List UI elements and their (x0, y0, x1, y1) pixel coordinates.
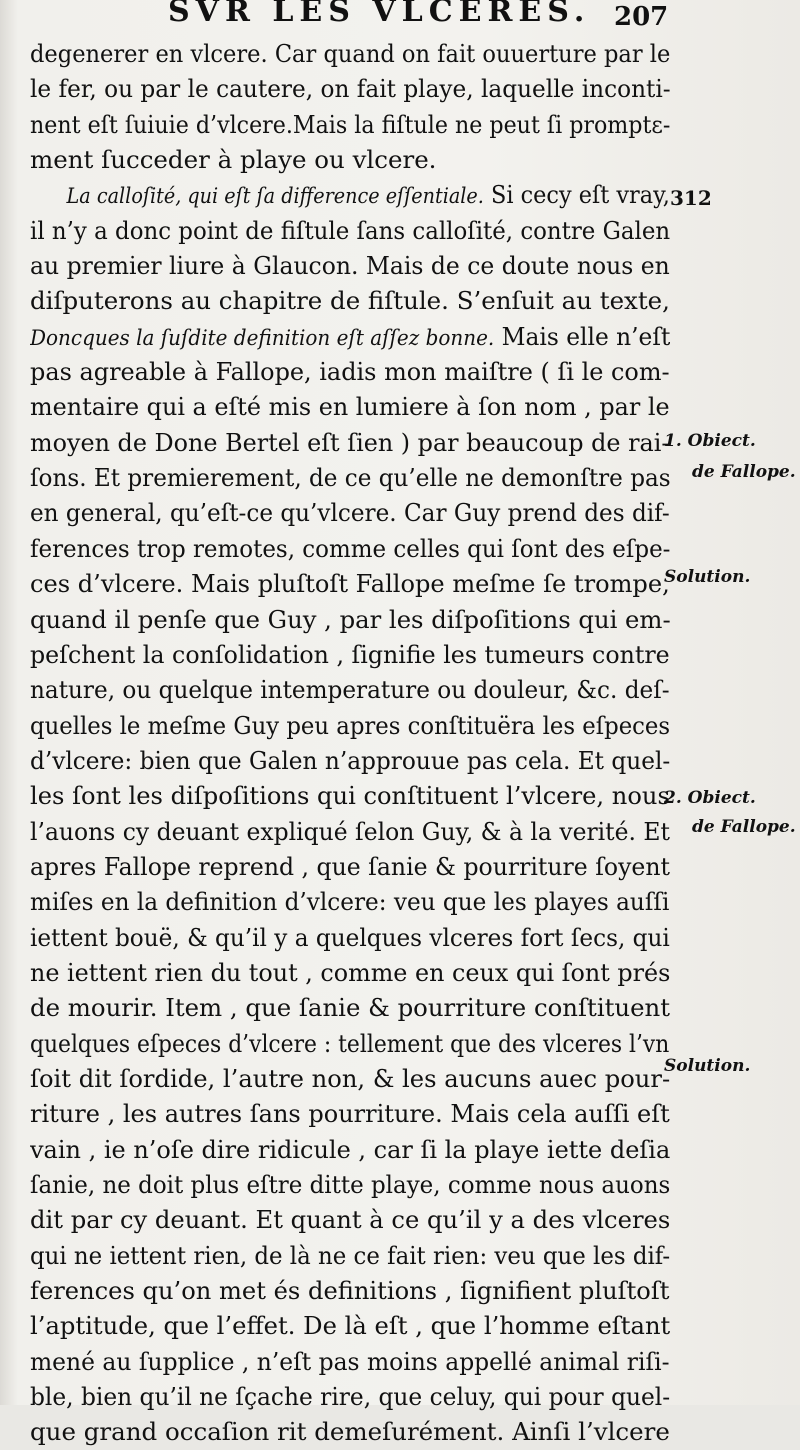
text-line (30, 990, 670, 1025)
italic-quotation: Doncques la ſuſdite definition eſt aſſez bonne. (30, 325, 495, 350)
text-run: riture , les autres ſans pourriture. Mais cela auſſi eſt (30, 1099, 670, 1129)
text-run: vain , ie n’oſe dire ridicule , car ſi la playe iette deſia (30, 1134, 671, 1164)
text-run: l’auons cy deuant expliqué ſelon Guy, & à la verité. Et (30, 816, 670, 846)
text-run: quand il penſe que Guy , par les diſpoſitions qui em- (30, 604, 671, 634)
text-line (30, 743, 670, 778)
text-line (30, 319, 670, 354)
text-run: ſoit dit ſordide, l’autre non, & les aucuns auec pour- (30, 1063, 671, 1093)
margin-note-solution-2: Solution. (664, 1056, 751, 1076)
text-line (30, 177, 706, 212)
text-line (30, 849, 670, 884)
text-line (30, 1238, 670, 1273)
italic-quotation: La calloſité, qui eſt ſa difference eſſentiale. (66, 184, 484, 209)
text-line (30, 602, 670, 637)
text-line (30, 1096, 670, 1131)
text-line (30, 142, 670, 177)
text-line (30, 531, 670, 566)
text-line (30, 1167, 670, 1202)
text-line (30, 425, 670, 460)
text-run: nent eſt ſuiuie d’vlcere.Mais la fiſtule ne peut ſi promptε- (30, 109, 671, 139)
text-run: pas agreable à Fallope, iadis mon maiſtre ( ſi le com- (30, 357, 670, 387)
text-run: ſons. Et premierement, de ce qu’elle ne demonſtre pas (30, 463, 671, 493)
text-line (30, 637, 670, 672)
text-line (30, 389, 670, 424)
text-run: l’aptitude, que l’effet. De là eſt , que l’homme eſtant (30, 1311, 670, 1341)
text-run: ne iettent rien du tout , comme en ceux qui ſont prés (30, 957, 671, 987)
text-run: d’vlcere: bien que Galen n’approuue pas cela. Et quel- (30, 745, 670, 775)
text-run: peſchent la conſolidation , ſignifie les tumeurs contre (30, 639, 670, 669)
text-line (30, 566, 670, 601)
text-line (30, 1308, 670, 1343)
running-head: SVR LES VLCERES. (168, 0, 591, 29)
text-line (30, 884, 670, 919)
text-line (30, 460, 670, 495)
text-line (30, 248, 670, 283)
text-run: les ſont les diſpoſitions qui conſtituent l’vlcere, nous (30, 781, 670, 811)
text-run: apres Fallope reprend , que ſanie & pourriture ſoyent (30, 851, 670, 881)
text-run: de mourir. Item , que ſanie & pourriture conſtituent (30, 993, 670, 1023)
text-run: ferences qu’on met és definitions , ſignifient pluſtoſt (30, 1276, 670, 1306)
text-run: mentaire qui a eſté mis en lumiere à ſon nom , par le (30, 392, 670, 422)
text-run: degenerer en vlcere. Car quand on fait ouuerture par le (30, 39, 671, 68)
margin-note-solution-1: Solution. (664, 567, 751, 587)
text-line (30, 672, 670, 707)
text-line (30, 354, 670, 389)
text-line (30, 920, 670, 955)
text-run: qui ne iettent rien, de là ne ce fait rien: veu que les dif- (30, 1240, 671, 1270)
margin-reference-number: 312 (670, 186, 712, 210)
text-run: quelles le meſme Guy peu apres conſtituëra les eſpeces (30, 710, 671, 740)
text-run: diſputerons au chapitre de fiſtule. S’enſuit au texte, (30, 286, 670, 316)
page-number: 207 (614, 2, 669, 32)
text-run: au premier liure à Glaucon. Mais de ce doute nous en (30, 251, 670, 281)
text-run: ſanie, ne doit plus eſtre ditte playe, comme nous auons (30, 1170, 670, 1199)
text-line (30, 1061, 670, 1096)
text-run: Si cecy eſt vray, (483, 180, 670, 210)
margin-note-de-fallope-2: de Fallope. (692, 817, 796, 837)
text-run: quelques eſpeces d’vlcere : tellement que des vlceres l’vn (30, 1028, 670, 1058)
text-line (30, 1414, 670, 1449)
text-run: moyen de Done Bertel eſt ſien ) par beaucoup de rai- (30, 427, 670, 457)
text-run: il n’y a donc point de fiſtule ſans calloſité, contre Galen (30, 215, 670, 245)
text-line (30, 495, 670, 530)
text-run: en general, qu’eſt-ce qu’vlcere. Car Guy prend des dif- (30, 498, 670, 528)
text-run: dit par cy deuant. Et quant à ce qu’il y a des vlceres (30, 1205, 670, 1235)
text-line (30, 1344, 670, 1379)
text-line (30, 1026, 670, 1061)
text-run: le fer, ou par le cautere, on fait playe, laquelle inconti- (30, 74, 671, 104)
text-run: ferences trop remotes, comme celles qui ſont des eſpe- (30, 533, 670, 563)
margin-note-objection-2: 2. Obiect. (664, 788, 756, 808)
text-run: ble, bien qu’il ne ſçache rire, que celuy, qui pour quel- (30, 1382, 671, 1412)
text-line (30, 213, 670, 248)
text-line (30, 708, 670, 743)
text-line (30, 814, 670, 849)
text-run: ces d’vlcere. Mais pluſtoſt Fallope meſme ſe trompe, (30, 569, 670, 599)
text-line (30, 1202, 670, 1237)
text-run: miſes en la definition d’vlcere: veu que les playes auſſi (30, 887, 670, 917)
text-run: Mais elle n’eſt (494, 321, 671, 351)
text-run: mené au ſupplice , n’eſt pas moins appellé animal riſi- (30, 1346, 670, 1376)
text-line (30, 955, 670, 990)
text-run: ment ſucceder à playe ou vlcere. (30, 145, 437, 175)
text-line (30, 1379, 670, 1414)
text-line (30, 778, 670, 813)
text-run: iettent bouë, & qu’il y a quelques vlceres fort ſecs, qui (30, 922, 670, 952)
text-run: nature, ou quelque intemperature ou douleur, &c. deſ- (30, 675, 670, 705)
text-line (30, 283, 670, 318)
body-text (30, 36, 670, 1450)
text-line (30, 1132, 670, 1167)
text-run: que grand occaſion rit demeſurément. Ainſi l’vlcere (30, 1417, 670, 1447)
text-line (30, 36, 670, 71)
margin-note-de-fallope-1: de Fallope. (692, 462, 796, 482)
text-line (30, 71, 670, 106)
text-line (30, 107, 670, 142)
margin-note-objection-1: 1. Obiect. (664, 431, 756, 451)
text-line (30, 1273, 670, 1308)
